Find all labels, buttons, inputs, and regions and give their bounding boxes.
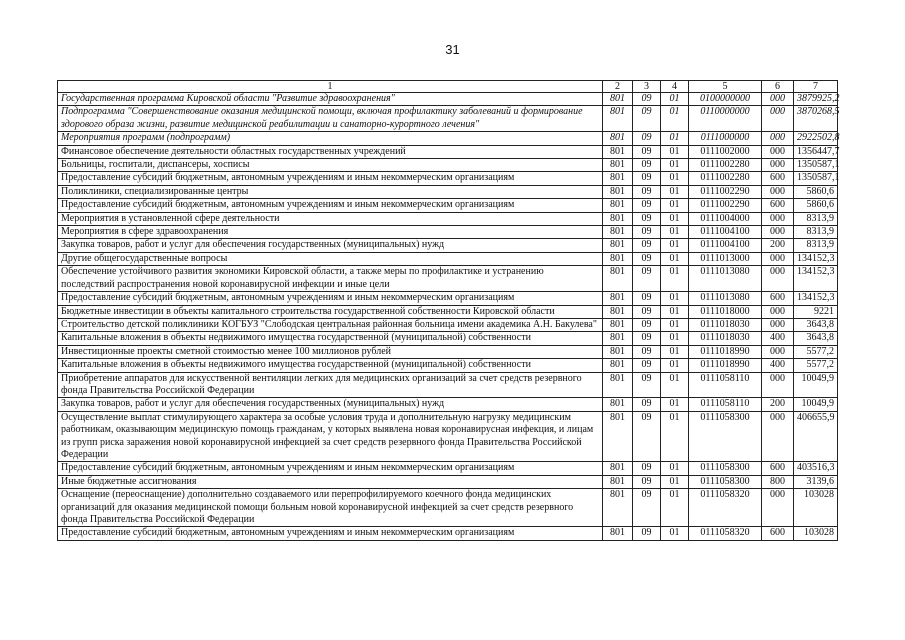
row-code-subsection: 01 — [661, 159, 689, 172]
row-code-expense-type: 000 — [762, 185, 794, 198]
row-amount: 406655,9 — [794, 411, 838, 462]
row-name: Закупка товаров, работ и услуг для обеспечения государственных (муниципальных) нужд — [58, 239, 603, 252]
row-code-target: 0111018990 — [689, 345, 762, 358]
table-row — [58, 527, 838, 540]
page-number: 31 — [445, 42, 460, 57]
row-code-target: 0111058110 — [689, 398, 762, 411]
row-code-expense-type: 000 — [762, 93, 794, 106]
row-name: Мероприятия в сфере здравоохранения — [58, 226, 603, 239]
table-row — [58, 372, 838, 398]
table-row — [58, 185, 838, 198]
row-name: Закупка товаров, работ и услуг для обеспечения государственных (муниципальных) нужд — [58, 398, 603, 411]
header-cell: 3 — [633, 81, 661, 93]
row-name: Предоставление субсидий бюджетным, автономным учреждениям и иным некоммерческим организациям — [58, 292, 603, 305]
table-row — [58, 411, 838, 462]
row-code-subsection: 01 — [661, 345, 689, 358]
table-row — [58, 305, 838, 318]
row-code-ministry: 801 — [603, 411, 633, 462]
row-amount: 5860,6 — [794, 199, 838, 212]
row-amount: 1350587,1 — [794, 172, 838, 185]
row-amount: 103028 — [794, 489, 838, 527]
row-code-ministry: 801 — [603, 266, 633, 292]
row-code-section: 09 — [633, 305, 661, 318]
row-code-section: 09 — [633, 489, 661, 527]
header-cell: 2 — [603, 81, 633, 93]
table-row — [58, 159, 838, 172]
row-code-section: 09 — [633, 212, 661, 225]
row-code-target: 0111013080 — [689, 266, 762, 292]
row-code-ministry: 801 — [603, 212, 633, 225]
row-amount: 1356447,7 — [794, 145, 838, 158]
row-code-subsection: 01 — [661, 199, 689, 212]
table-row — [58, 318, 838, 331]
row-amount: 5577,2 — [794, 359, 838, 372]
row-code-target: 0111004100 — [689, 226, 762, 239]
row-code-ministry: 801 — [603, 93, 633, 106]
row-code-subsection: 01 — [661, 489, 689, 527]
row-code-target: 0111058110 — [689, 372, 762, 398]
row-code-target: 0111002000 — [689, 145, 762, 158]
budget-table — [57, 80, 838, 541]
row-code-ministry: 801 — [603, 239, 633, 252]
row-code-section: 09 — [633, 185, 661, 198]
row-code-subsection: 01 — [661, 318, 689, 331]
row-code-target: 0111058300 — [689, 462, 762, 475]
row-code-ministry: 801 — [603, 345, 633, 358]
row-code-subsection: 01 — [661, 332, 689, 345]
row-code-expense-type: 000 — [762, 411, 794, 462]
row-code-subsection: 01 — [661, 252, 689, 265]
row-code-section: 09 — [633, 292, 661, 305]
row-code-expense-type: 000 — [762, 145, 794, 158]
header-cell: 5 — [689, 81, 762, 93]
table-row — [58, 475, 838, 488]
row-name: Иные бюджетные ассигнования — [58, 475, 603, 488]
row-code-ministry: 801 — [603, 359, 633, 372]
row-code-ministry: 801 — [603, 172, 633, 185]
row-code-expense-type: 000 — [762, 106, 794, 132]
row-code-expense-type: 600 — [762, 199, 794, 212]
table-row — [58, 212, 838, 225]
table-body — [58, 93, 838, 541]
row-code-expense-type: 000 — [762, 266, 794, 292]
row-amount: 1350587,1 — [794, 159, 838, 172]
row-amount: 9221 — [794, 305, 838, 318]
row-code-expense-type: 000 — [762, 159, 794, 172]
row-name: Мероприятия в установленной сфере деятельности — [58, 212, 603, 225]
row-name: Финансовое обеспечение деятельности областных государственных учреждений — [58, 145, 603, 158]
row-code-ministry: 801 — [603, 332, 633, 345]
row-name: Государственная программа Кировской области "Развитие здравоохранения" — [58, 93, 603, 106]
row-code-expense-type: 000 — [762, 132, 794, 145]
row-code-subsection: 01 — [661, 266, 689, 292]
row-code-subsection: 01 — [661, 305, 689, 318]
table-row — [58, 398, 838, 411]
row-name: Оснащение (переоснащение) дополнительно создаваемого или перепрофилируемого коечного фонда медицинских организаций для оказания медицинской помощи больным новой коронавирусной инфекцией за счет средств резервного фонда Правительства Российской Федерации — [58, 489, 603, 527]
row-code-section: 09 — [633, 527, 661, 540]
row-code-ministry: 801 — [603, 145, 633, 158]
row-code-target: 0111013080 — [689, 292, 762, 305]
row-amount: 3643,8 — [794, 332, 838, 345]
row-code-section: 09 — [633, 332, 661, 345]
row-name: Поликлиники, специализированные центры — [58, 185, 603, 198]
row-amount: 3879925,2 — [794, 93, 838, 106]
header-cell: 1 — [58, 81, 603, 93]
row-code-section: 09 — [633, 159, 661, 172]
row-name: Предоставление субсидий бюджетным, автономным учреждениям и иным некоммерческим организациям — [58, 172, 603, 185]
row-amount: 3870268,5 — [794, 106, 838, 132]
row-code-section: 09 — [633, 345, 661, 358]
row-code-section: 09 — [633, 398, 661, 411]
row-code-target: 0111002280 — [689, 159, 762, 172]
row-code-target: 0111002290 — [689, 185, 762, 198]
row-code-section: 09 — [633, 172, 661, 185]
row-code-subsection: 01 — [661, 475, 689, 488]
row-code-subsection: 01 — [661, 226, 689, 239]
row-name: Больницы, госпитали, диспансеры, хосписы — [58, 159, 603, 172]
table-header-row — [58, 81, 838, 93]
row-code-ministry: 801 — [603, 398, 633, 411]
row-code-expense-type: 200 — [762, 398, 794, 411]
row-amount: 134152,3 — [794, 252, 838, 265]
row-amount: 134152,3 — [794, 292, 838, 305]
row-code-section: 09 — [633, 145, 661, 158]
row-code-target: 0111004100 — [689, 239, 762, 252]
row-code-expense-type: 200 — [762, 239, 794, 252]
row-code-section: 09 — [633, 239, 661, 252]
row-amount: 134152,3 — [794, 266, 838, 292]
row-code-subsection: 01 — [661, 292, 689, 305]
row-code-expense-type: 000 — [762, 318, 794, 331]
row-code-target: 0110000000 — [689, 106, 762, 132]
table-row — [58, 332, 838, 345]
row-code-target: 0111058300 — [689, 475, 762, 488]
row-code-expense-type: 400 — [762, 332, 794, 345]
row-code-subsection: 01 — [661, 527, 689, 540]
row-code-subsection: 01 — [661, 462, 689, 475]
row-code-subsection: 01 — [661, 359, 689, 372]
row-code-ministry: 801 — [603, 462, 633, 475]
row-code-ministry: 801 — [603, 292, 633, 305]
row-amount: 3643,8 — [794, 318, 838, 331]
row-code-subsection: 01 — [661, 398, 689, 411]
row-code-target: 0111013000 — [689, 252, 762, 265]
row-name: Приобретение аппаратов для искусственной вентиляции легких для медицинских организаций за счет средств резервного фонда Правительства Российской Федерации — [58, 372, 603, 398]
row-name: Предоставление субсидий бюджетным, автономным учреждениям и иным некоммерческим организациям — [58, 462, 603, 475]
row-name: Капитальные вложения в объекты недвижимого имущества государственной (муниципальной) собственности — [58, 332, 603, 345]
row-code-ministry: 801 — [603, 527, 633, 540]
row-amount: 10049,9 — [794, 398, 838, 411]
row-code-expense-type: 600 — [762, 462, 794, 475]
row-code-section: 09 — [633, 462, 661, 475]
row-name: Строительство детской поликлиники КОГБУЗ "Слободская центральная районная больница имени академика А.Н. Бакулева" — [58, 318, 603, 331]
row-amount: 5860,6 — [794, 185, 838, 198]
row-code-target: 0111018030 — [689, 332, 762, 345]
row-code-subsection: 01 — [661, 239, 689, 252]
row-name: Инвестиционные проекты сметной стоимостью менее 100 миллионов рублей — [58, 345, 603, 358]
row-amount: 3139,6 — [794, 475, 838, 488]
row-code-ministry: 801 — [603, 226, 633, 239]
row-amount: 8313,9 — [794, 212, 838, 225]
row-name: Предоставление субсидий бюджетным, автономным учреждениям и иным некоммерческим организациям — [58, 199, 603, 212]
row-amount: 403516,3 — [794, 462, 838, 475]
row-code-subsection: 01 — [661, 172, 689, 185]
table-row — [58, 106, 838, 132]
row-name: Другие общегосударственные вопросы — [58, 252, 603, 265]
row-code-subsection: 01 — [661, 372, 689, 398]
row-code-expense-type: 600 — [762, 527, 794, 540]
table-row — [58, 172, 838, 185]
row-code-subsection: 01 — [661, 93, 689, 106]
row-code-ministry: 801 — [603, 106, 633, 132]
row-code-section: 09 — [633, 252, 661, 265]
row-code-target: 0111004000 — [689, 212, 762, 225]
row-code-section: 09 — [633, 132, 661, 145]
row-code-section: 09 — [633, 93, 661, 106]
table-row — [58, 252, 838, 265]
row-code-target: 0111058320 — [689, 489, 762, 527]
row-code-expense-type: 800 — [762, 475, 794, 488]
row-code-target: 0111018000 — [689, 305, 762, 318]
row-code-target: 0100000000 — [689, 93, 762, 106]
row-code-subsection: 01 — [661, 212, 689, 225]
row-code-target: 0111002290 — [689, 199, 762, 212]
row-code-ministry: 801 — [603, 305, 633, 318]
row-code-section: 09 — [633, 359, 661, 372]
header-cell: 6 — [762, 81, 794, 93]
row-code-target: 0111018990 — [689, 359, 762, 372]
row-amount: 8313,9 — [794, 239, 838, 252]
row-code-target: 0111018030 — [689, 318, 762, 331]
row-code-subsection: 01 — [661, 411, 689, 462]
row-code-ministry: 801 — [603, 489, 633, 527]
table-row — [58, 489, 838, 527]
row-code-expense-type: 600 — [762, 172, 794, 185]
row-code-ministry: 801 — [603, 475, 633, 488]
row-code-section: 09 — [633, 106, 661, 132]
row-code-ministry: 801 — [603, 252, 633, 265]
row-code-target: 0111058320 — [689, 527, 762, 540]
row-code-target: 0111002280 — [689, 172, 762, 185]
row-code-subsection: 01 — [661, 185, 689, 198]
row-name: Капитальные вложения в объекты недвижимого имущества государственной (муниципальной) собственности — [58, 359, 603, 372]
table-row — [58, 292, 838, 305]
row-code-expense-type: 000 — [762, 252, 794, 265]
row-amount: 10049,9 — [794, 372, 838, 398]
table-row — [58, 345, 838, 358]
row-code-expense-type: 000 — [762, 212, 794, 225]
row-code-ministry: 801 — [603, 159, 633, 172]
table-row — [58, 199, 838, 212]
row-code-subsection: 01 — [661, 132, 689, 145]
table-row — [58, 359, 838, 372]
table-row — [58, 266, 838, 292]
row-code-subsection: 01 — [661, 106, 689, 132]
row-code-target: 0111058300 — [689, 411, 762, 462]
row-code-expense-type: 400 — [762, 359, 794, 372]
table-row — [58, 239, 838, 252]
row-code-expense-type: 600 — [762, 292, 794, 305]
header-cell: 7 — [794, 81, 838, 93]
row-amount: 5577,2 — [794, 345, 838, 358]
row-code-section: 09 — [633, 475, 661, 488]
row-amount: 2922502,8 — [794, 132, 838, 145]
table-row — [58, 462, 838, 475]
row-code-ministry: 801 — [603, 199, 633, 212]
row-code-ministry: 801 — [603, 132, 633, 145]
row-name: Предоставление субсидий бюджетным, автономным учреждениям и иным некоммерческим организациям — [58, 527, 603, 540]
table-row — [58, 93, 838, 106]
row-code-section: 09 — [633, 266, 661, 292]
row-code-section: 09 — [633, 318, 661, 331]
row-amount: 8313,9 — [794, 226, 838, 239]
row-amount: 103028 — [794, 527, 838, 540]
row-code-subsection: 01 — [661, 145, 689, 158]
row-code-expense-type: 000 — [762, 345, 794, 358]
row-name: Обеспечение устойчивого развития экономики Кировской области, а также меры по профилактике и устранению последствий распространения новой коронавирусной инфекции и иные цели — [58, 266, 603, 292]
row-name: Подпрограмма "Совершенствование оказания медицинской помощи, включая профилактику заболеваний и формирование здорового образа жизни, развитие медицинской реабилитации и санаторно-курортного лечения" — [58, 106, 603, 132]
row-code-expense-type: 000 — [762, 372, 794, 398]
row-code-section: 09 — [633, 226, 661, 239]
row-code-expense-type: 000 — [762, 489, 794, 527]
table-row — [58, 226, 838, 239]
row-name: Мероприятия программ (подпрограмм) — [58, 132, 603, 145]
header-cell: 4 — [661, 81, 689, 93]
row-code-target: 0111000000 — [689, 132, 762, 145]
row-code-ministry: 801 — [603, 318, 633, 331]
row-code-section: 09 — [633, 199, 661, 212]
row-name: Бюджетные инвестиции в объекты капитального строительства государственной собственности Кировской области — [58, 305, 603, 318]
row-name: Осуществление выплат стимулирующего характера за особые условия труда и дополнительную нагрузку медицинским работникам, оказывающим медицинскую помощь гражданам, у которых выявлена новая коронавирусная инфекция, и лицам из групп риска заражения новой коронавирусной инфекцией за счет средств резервного фонда Правительства Российской Федерации — [58, 411, 603, 462]
row-code-ministry: 801 — [603, 372, 633, 398]
row-code-section: 09 — [633, 411, 661, 462]
table-row — [58, 145, 838, 158]
row-code-expense-type: 000 — [762, 226, 794, 239]
row-code-section: 09 — [633, 372, 661, 398]
table-row — [58, 132, 838, 145]
row-code-ministry: 801 — [603, 185, 633, 198]
row-code-expense-type: 000 — [762, 305, 794, 318]
